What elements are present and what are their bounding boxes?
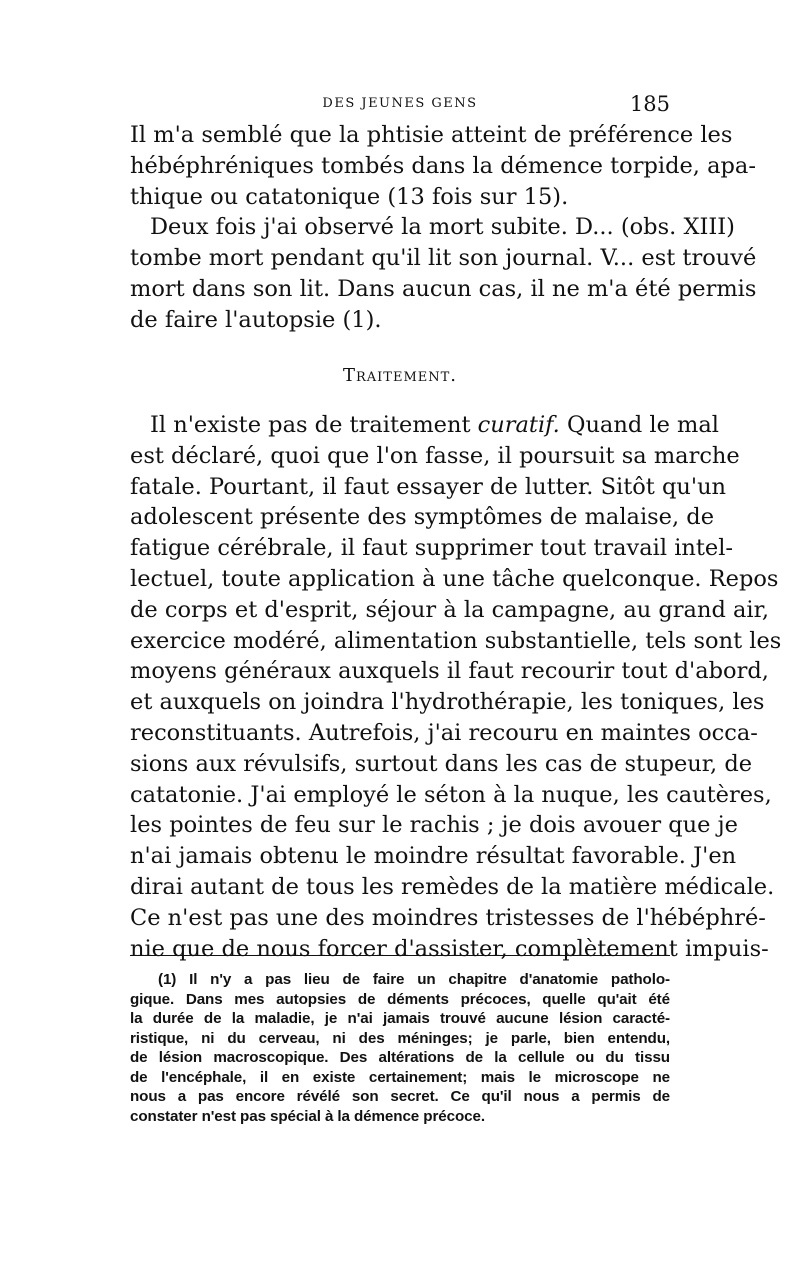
text-line: les pointes de feu sur le rachis ; je dois avouer que je [130,812,738,839]
text-line: mort dans son lit. Dans aucun cas, il ne m'a été permis [130,275,757,302]
text-line: de faire l'autopsie (1). [130,306,382,333]
section-title: Traitement. [342,365,458,386]
text-line: tombe mort pendant qu'il lit son journal. V... est trouvé [130,245,757,272]
footnote-line: constater n'est pas spécial à la démence précoce. [130,1107,485,1125]
text-line: Deux fois j'ai observé la mort subite. D... (obs. XIII) [150,214,735,241]
page-number: 185 [629,92,670,116]
text-line: adolescent présente des symptômes de malaise, de [130,504,715,531]
footnote-line: gique. Dans mes autopsies de déments précoces, quelle qu'ait été [130,990,670,1008]
text-line: reconstituants. Autrefois, j'ai recouru en maintes occa- [130,719,758,746]
text-line: moyens généraux auxquels il faut recourir tout d'abord, [130,658,769,685]
italic-word: curatif. [477,412,560,438]
text-line: Ce n'est pas une des moindres tristesses de l'hébéphré- [130,904,766,931]
text-line: n'ai jamais obtenu le moindre résultat favorable. J'en [130,843,737,870]
text-line: nie que de nous forcer d'assister, complètement impuis- [130,935,769,962]
text-line: lectuel, toute application à une tâche quelconque. Repos [130,565,779,592]
footnote-line: ristique, ni du cerveau, ni des méninges; je parle, bien entendu, [130,1029,670,1047]
text-line [130,410,720,441]
text-line: catatonie. J'ai employé le séton à la nuque, les cautères, [130,781,772,808]
footnote-line: de l'encéphale, il en existe certainement; mais le microscope ne [130,1068,670,1086]
text-line: exercice modéré, alimentation substantielle, tels sont les [130,627,782,654]
text-line: de corps et d'esprit, séjour à la campagne, au grand air, [130,596,770,623]
text-line: sions aux révulsifs, surtout dans les cas de stupeur, de [130,750,753,777]
text-line: thique ou catatonique (13 fois sur 15). [130,183,569,210]
footnote-line: la durée de la maladie, je n'ai jamais trouvé aucune lésion caracté- [130,1010,670,1027]
footnote-line: nous a pas encore révélé son secret. Ce qu'il nous a permis de [130,1088,670,1105]
text-line: fatigue cérébrale, il faut supprimer tout travail intel- [130,535,734,562]
text-line: hébéphréniques tombés dans la démence torpide, apa- [130,152,756,179]
footnote-line: de lésion macroscopique. Des altérations de la cellule ou du tissu [130,1049,670,1066]
page-header [130,92,670,116]
text-fragment: Il n'existe pas de traitement [150,412,478,438]
footnote-line: (1) Il n'y a pas lieu de faire un chapitre d'anatomie patholo- [158,971,670,988]
text-line: dirai autant de tous les remèdes de la matière médicale. [130,873,775,900]
body-text-top [130,120,757,336]
body-text-treatment [130,410,782,964]
text-line: et auxquels on joindra l'hydrothérapie, les toniques, les [130,689,765,716]
running-title: DES JEUNES GENS [322,96,478,111]
text-line: est déclaré, quoi que l'on fasse, il poursuit sa marche [130,442,740,469]
text-fragment: Quand le mal [559,412,720,438]
footnote [130,970,670,1126]
text-line: fatale. Pourtant, il faut essayer de lutter. Sitôt qu'un [130,473,727,500]
footnote-divider [130,955,670,956]
text-line: Il m'a semblé que la phtisie atteint de préférence les [130,122,733,148]
